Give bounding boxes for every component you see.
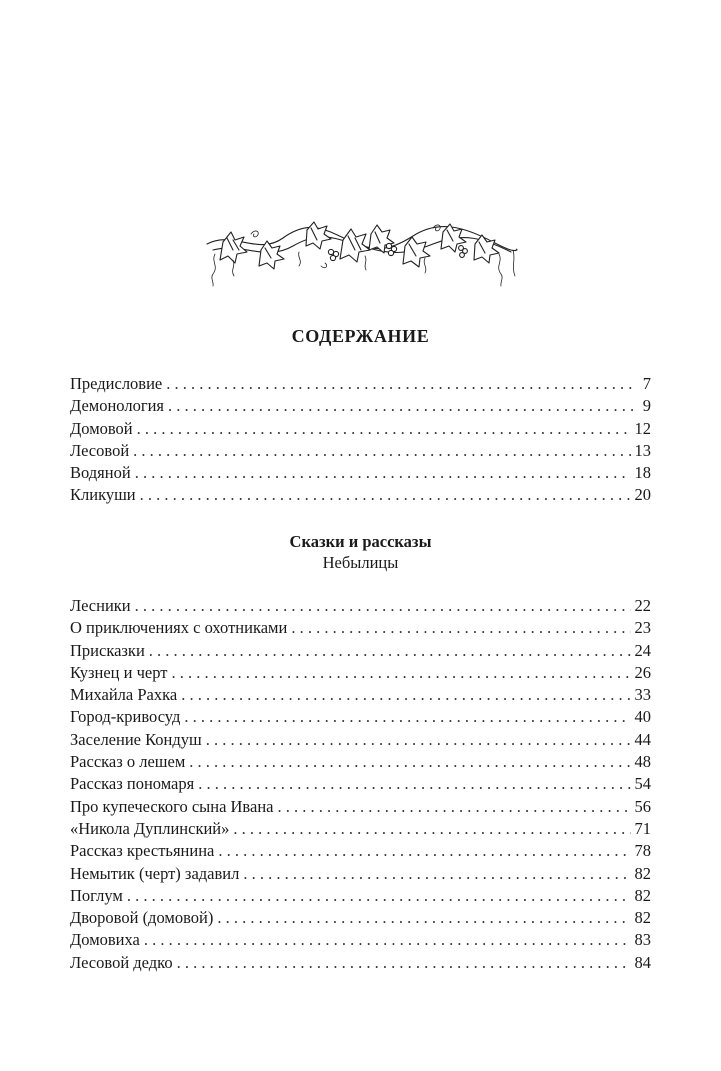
vine-leaves-ornament-icon	[203, 216, 521, 292]
toc-entry-page: 20	[634, 485, 651, 505]
toc-entry[interactable]	[70, 684, 651, 706]
toc-entry-label: Домовой	[70, 418, 133, 438]
toc-entry-label: Лесовой дедко	[70, 952, 173, 972]
toc-entry[interactable]	[70, 796, 651, 818]
toc-entry[interactable]	[70, 840, 651, 862]
dot-leader	[278, 796, 631, 818]
toc-entry-page: 13	[634, 440, 651, 460]
toc-entry[interactable]	[70, 595, 651, 617]
toc-entry-label: Заселение Кондуш	[70, 729, 202, 749]
toc-entry[interactable]	[70, 885, 651, 907]
toc-entry-label: Рассказ крестьянина	[70, 841, 215, 861]
toc-entry-page: 26	[634, 662, 651, 682]
toc-entry-label: Присказки	[70, 640, 145, 660]
toc-entry-label: Город-кривосуд	[70, 707, 181, 727]
toc-list-main	[70, 373, 651, 507]
toc-entry[interactable]	[70, 818, 651, 840]
toc-entry-label: Про купеческого сына Ивана	[70, 796, 274, 816]
dot-leader	[217, 907, 630, 929]
toc-entry[interactable]	[70, 662, 651, 684]
dot-leader	[137, 418, 631, 440]
dot-leader	[127, 885, 631, 907]
toc-entry[interactable]	[70, 395, 651, 417]
toc-entry[interactable]	[70, 773, 651, 795]
dot-leader	[198, 773, 630, 795]
toc-entry[interactable]	[70, 440, 651, 462]
dot-leader	[184, 706, 630, 728]
dot-leader	[171, 662, 630, 684]
dot-leader	[140, 484, 631, 506]
dot-leader	[206, 729, 631, 751]
page-title: СОДЕРЖАНИЕ	[291, 326, 430, 346]
toc-entry-page: 23	[634, 618, 651, 638]
toc-entry-label: Поглум	[70, 885, 123, 905]
toc-entry-page: 7	[642, 374, 651, 393]
toc-entry[interactable]	[70, 751, 651, 773]
toc-entry-label: Михайла Рахка	[70, 685, 178, 705]
dot-leader	[144, 929, 631, 951]
toc-entry-label: Кликуши	[70, 485, 136, 505]
toc-entry-label: «Никола Дуплинский»	[70, 818, 230, 838]
toc-entry-page: 48	[634, 752, 651, 772]
toc-entry[interactable]	[70, 929, 651, 951]
toc-entry[interactable]	[70, 952, 651, 974]
dot-leader	[168, 395, 637, 417]
toc-entry-label: Лесовой	[70, 440, 130, 460]
toc-entry[interactable]	[70, 617, 651, 639]
toc-entry-page: 84	[634, 952, 651, 972]
toc-entry-page: 24	[634, 640, 651, 660]
toc-entry[interactable]	[70, 729, 651, 751]
toc-entry[interactable]	[70, 706, 651, 728]
toc-entry[interactable]	[70, 373, 651, 395]
toc-entry-page: 82	[634, 863, 651, 883]
toc-entry-page: 83	[634, 930, 651, 950]
dot-leader	[177, 952, 631, 974]
dot-leader	[181, 684, 630, 706]
toc-entry-page: 18	[634, 463, 651, 483]
toc-entry[interactable]	[70, 462, 651, 484]
dot-leader	[133, 440, 630, 462]
toc-entry-page: 22	[634, 596, 651, 615]
toc-entry-label: Демонология	[70, 396, 165, 416]
toc-entry-label: Рассказ о лешем	[70, 752, 186, 772]
toc-entry[interactable]	[70, 418, 651, 440]
toc-entry-page: 44	[634, 729, 651, 749]
toc-entry-page: 40	[634, 707, 651, 727]
toc-entry-label: Рассказ пономаря	[70, 774, 195, 794]
toc-entry[interactable]	[70, 907, 651, 929]
dot-leader	[135, 462, 631, 484]
toc-entry-label: Дворовой (домовой)	[70, 908, 214, 928]
toc-entry[interactable]	[70, 863, 651, 885]
toc-entry-label: Водяной	[70, 463, 131, 483]
toc-list-tales	[70, 595, 651, 974]
dot-leader	[291, 617, 630, 639]
toc-entry[interactable]	[70, 484, 651, 506]
toc-entry-label: О приключениях с охотниками	[70, 618, 288, 638]
toc-entry-label: Предисловие	[70, 374, 163, 393]
dot-leader	[149, 640, 631, 662]
toc-entry[interactable]	[70, 640, 651, 662]
toc-entry-label: Лесники	[70, 596, 131, 615]
toc-entry-page: 82	[634, 908, 651, 928]
section-subtitle: Небылицы	[322, 553, 399, 572]
toc-entry-page: 33	[634, 685, 651, 705]
toc-entry-page: 12	[634, 418, 651, 438]
dot-leader	[166, 373, 637, 395]
toc-entry-page: 82	[634, 885, 651, 905]
dot-leader	[189, 751, 630, 773]
section-title: Сказки и рассказы	[289, 532, 432, 551]
toc-entry-page: 9	[642, 396, 651, 416]
dot-leader	[218, 840, 630, 862]
dot-leader	[135, 595, 631, 617]
dot-leader	[233, 818, 630, 840]
toc-entry-label: Немытик (черт) задавил	[70, 863, 240, 883]
toc-entry-page: 78	[634, 841, 651, 861]
toc-entry-page: 54	[634, 774, 651, 794]
dot-leader	[243, 863, 630, 885]
toc-entry-page: 56	[634, 796, 651, 816]
toc-entry-label: Домовиха	[70, 930, 140, 950]
toc-entry-label: Кузнец и черт	[70, 662, 168, 682]
toc-entry-page: 71	[634, 818, 651, 838]
